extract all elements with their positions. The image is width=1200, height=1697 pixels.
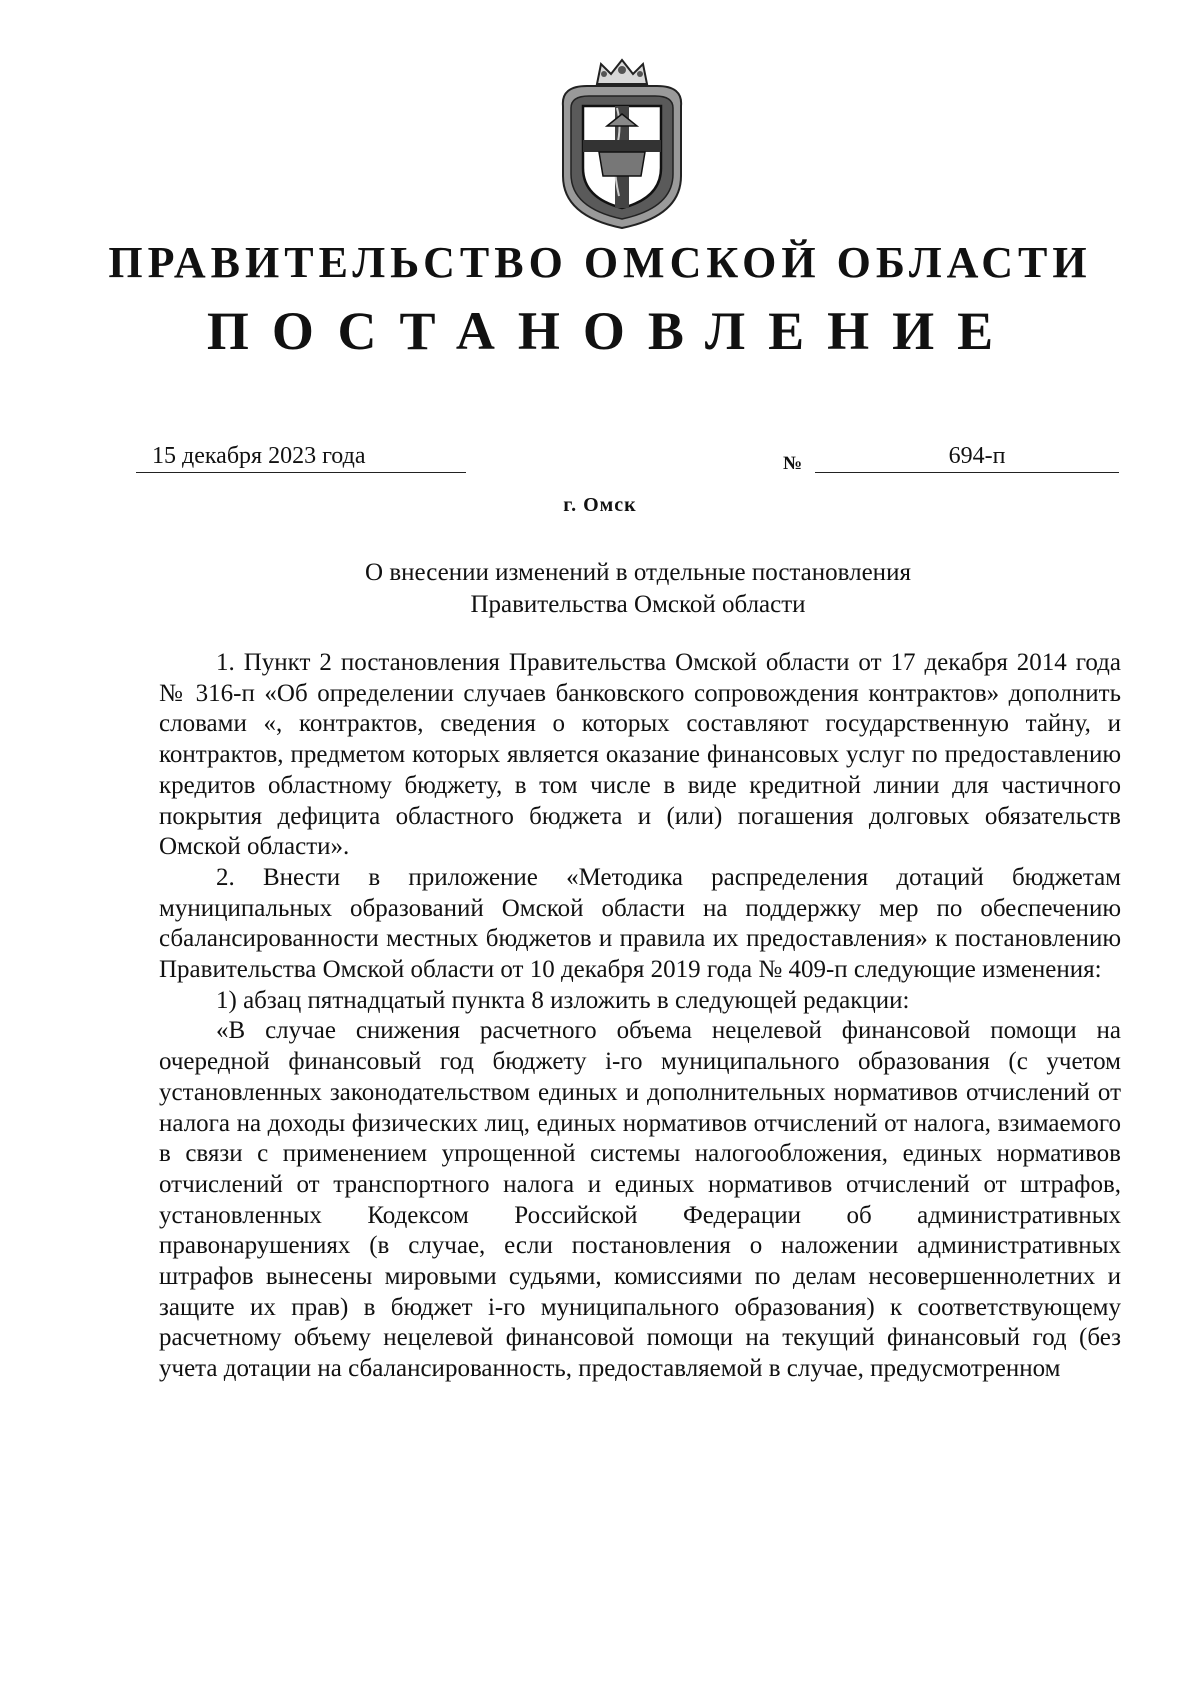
paragraph-2: 2. Внести в приложение «Методика распределения дотаций бюджетам муниципальных образований Омской области на поддержку мер по обеспечению сбалансированности местных бюджетов и правила их предоставления» к постановлению Правительства Омской области от 10 декабря 2019 года № 409-п следующие изменения: — [159, 863, 1121, 984]
paragraph-4: «В случае снижения расчетного объема нецелевой финансовой помощи на очередной финансовый год бюджету i-го муниципального образования (с учетом установленных законодательством единых и дополнительных нормативов отчислений от налога на доходы физических лиц, единых нормативов отчислений от налога, взимаемого в связи с применением упрощенной системы налогообложения, единых нормативов отчислений от транспортного налога и единых нормативов отчислений от штрафов, установленных Кодексом Российской Федерации об административных правонарушениях (в случае, если постановления о наложении административных штрафов вынесены мировыми судьями, комиссиями по делам несовершеннолетних и защите их прав) в бюджет i-го муниципального образования) к соответствующему расчетному объему нецелевой финансовой помощи на текущий финансовый год (без учета дотации на сбалансированность, предоставляемой в случае, предусмотренном — [159, 1017, 1121, 1383]
document-type-heading: ПОСТАНОВЛЕНИЕ — [206, 301, 1017, 361]
paragraph-1: 1. Пункт 2 постановления Правительства Омской области от 17 декабря 2014 года № 316-п «Об определении случаев банковского сопровождения контрактов» дополнить словами «, контрактов, сведения о которых составляют государственную тайну, и контрактов, предметом которых является оказание финансовых услуг по предоставлению кредитов областному бюджету, в том числе в виде кредитной линии для частичного покрытия дефицита областного бюджета и (или) погашения долговых обязательств Омской области». — [159, 649, 1121, 861]
document-body — [159, 648, 1121, 1385]
subject-line-2: Правительства Омской области — [470, 591, 806, 618]
omsk-coat-of-arms-icon — [557, 56, 687, 230]
paragraph-3: 1) абзац пятнадцатый пункта 8 изложить в следующей редакции: — [216, 986, 910, 1014]
number-label: № — [783, 453, 803, 474]
document-date: 15 декабря 2023 года — [136, 441, 466, 473]
city-line: г. Омск — [563, 494, 637, 516]
subject-line-1: О внесении изменений в отдельные постановления — [365, 559, 911, 586]
document-number: 694-п — [815, 441, 1119, 473]
document-subject — [0, 557, 1200, 621]
organization-title: ПРАВИТЕЛЬСТВО ОМСКОЙ ОБЛАСТИ — [108, 238, 1092, 287]
